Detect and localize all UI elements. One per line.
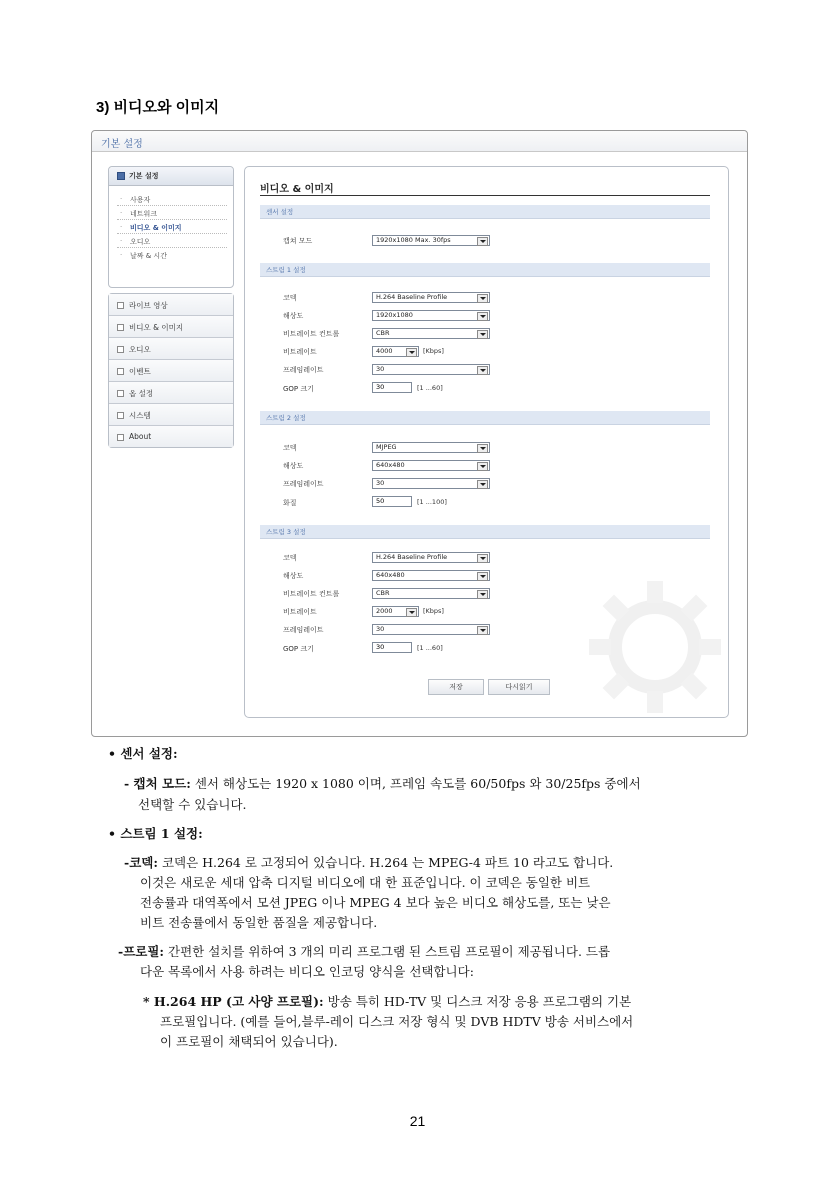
profile-line-1	[118, 942, 610, 960]
stream3-gop-range: [1 ...60]	[417, 644, 443, 652]
section-header-label: 스트림 3 설정	[266, 528, 306, 536]
basic-settings-header[interactable]	[109, 167, 233, 186]
menu-item-label: 옵 설정	[129, 389, 154, 398]
chevron-down-icon	[477, 330, 488, 339]
title-divider	[260, 195, 710, 196]
menu-item-label: About	[129, 432, 152, 441]
stream1-codec-label: 코덱	[283, 294, 297, 302]
stream3-rate-control-label: 비트레이트 컨트롤	[283, 590, 340, 598]
bullet-icon: ·	[120, 223, 123, 231]
dash: -	[124, 776, 134, 791]
chevron-down-icon	[406, 348, 417, 357]
stream1-resolution-select[interactable]	[372, 310, 490, 321]
section-header-label: 스트림 1 설정	[266, 266, 306, 274]
sidebar-item-label: 사용자	[130, 196, 151, 204]
collapse-icon	[117, 172, 125, 180]
stream3-rate-control-select[interactable]	[372, 588, 490, 599]
bullet-label: 스트림 1 설정:	[120, 826, 203, 841]
select-value: MJPEG	[376, 443, 397, 451]
codec-line-3: 전송률과 대역폭에서 모션 JPEG 이나 MPEG 4 보다 높은 비디오 해상도를, 또는 낮은	[140, 895, 611, 910]
stream2-quality-input[interactable]	[372, 496, 412, 507]
stream3-bitrate-unit: [Kbps]	[423, 607, 444, 615]
text: 코덱은 H.264 로 고정되어 있습니다. H.264 는 MPEG-4 파트 10 라고도 합니다.	[161, 855, 614, 870]
chevron-down-icon	[477, 444, 488, 453]
bullet-sensor-settings	[108, 744, 178, 762]
bullet-icon: ·	[120, 209, 123, 217]
stream2-quality-label: 화질	[283, 499, 297, 507]
expand-icon	[117, 412, 124, 419]
chevron-down-icon	[477, 480, 488, 489]
sidebar-item-date-time[interactable]	[117, 249, 227, 261]
capture-mode-line-2: 선택할 수 있습니다.	[138, 797, 247, 812]
stream3-resolution-select[interactable]	[372, 570, 490, 581]
bullet-icon: ·	[120, 237, 123, 245]
hp-line-3: 이 프로필이 채택되어 있습니다).	[160, 1034, 338, 1049]
codec-line-4: 비트 전송률에서 동일한 품질을 제공합니다.	[140, 915, 378, 930]
menu-item-audio[interactable]	[109, 338, 233, 360]
select-value: 30	[376, 625, 385, 633]
chevron-down-icon	[477, 366, 488, 375]
chevron-down-icon	[477, 626, 488, 635]
chevron-down-icon	[477, 572, 488, 581]
section-header-label: 스트림 2 설정	[266, 414, 306, 422]
menu-item-about[interactable]	[109, 426, 233, 447]
stream3-bitrate-select[interactable]	[372, 606, 419, 617]
text: 간편한 설치를 위하여 3 개의 미리 프로그램 된 스트림 프로필이 제공됩니다. 드롭	[168, 944, 611, 959]
menu-item-label: 시스템	[129, 411, 151, 420]
select-value: 2000	[376, 607, 393, 615]
select-value: 4000	[376, 347, 393, 355]
stream1-codec-select[interactable]	[372, 292, 490, 303]
stream2-framerate-label: 프레임레이트	[283, 480, 324, 488]
input-value: 30	[376, 383, 385, 391]
stream3-gop-label: GOP 크기	[283, 645, 314, 653]
stream1-rate-control-select[interactable]	[372, 328, 490, 339]
chevron-down-icon	[477, 462, 488, 471]
expand-icon	[117, 302, 124, 309]
page-number: 21	[409, 1113, 426, 1129]
menu-item-label: 이벤트	[129, 367, 151, 376]
menu-item-live-view[interactable]	[109, 294, 233, 316]
input-value: 50	[376, 497, 385, 505]
select-value: 30	[376, 365, 385, 373]
select-value: 640x480	[376, 571, 405, 579]
stream3-resolution-label: 해상도	[283, 572, 304, 580]
reload-button[interactable]: 다시읽기	[488, 679, 550, 695]
main-menu	[108, 293, 234, 448]
stream1-bitrate-unit: [Kbps]	[423, 347, 444, 355]
term: 캡처 모드:	[133, 776, 191, 791]
menu-item-event[interactable]	[109, 360, 233, 382]
stream3-settings-header	[260, 525, 710, 539]
menu-item-label: 오디오	[129, 345, 151, 354]
sidebar-item-label: 네트워크	[130, 210, 158, 218]
hp-line-1	[143, 992, 631, 1010]
section-header-label: 센서 설정	[266, 208, 294, 216]
sidebar-item-label: 날짜 & 시간	[130, 252, 167, 260]
stream1-bitrate-select[interactable]	[372, 346, 419, 357]
select-value: 640x480	[376, 461, 405, 469]
stream1-rate-control-label: 비트레이트 컨트롤	[283, 330, 340, 338]
chevron-down-icon	[406, 608, 417, 617]
chevron-down-icon	[477, 237, 488, 246]
select-value: H.264 Baseline Profile	[376, 293, 448, 301]
profile-line-2: 다운 목록에서 사용 하려는 비디오 인코딩 양식을 선택합니다:	[140, 964, 474, 979]
stream3-codec-select[interactable]	[372, 552, 490, 563]
capture-mode-select[interactable]	[372, 235, 490, 246]
term: -코덱:	[124, 855, 158, 870]
sensor-settings-header	[260, 205, 710, 219]
stream3-framerate-select[interactable]	[372, 624, 490, 635]
stream2-codec-select[interactable]	[372, 442, 490, 453]
term: -프로필:	[118, 944, 165, 959]
select-value: H.264 Baseline Profile	[376, 553, 448, 561]
basic-settings-title: 기본 설정	[129, 172, 159, 180]
window-title: 기본 설정	[101, 139, 143, 150]
text: 방송 특히 HD-TV 및 디스크 저장 응용 프로그램의 기본	[327, 994, 632, 1009]
sidebar-item-audio[interactable]	[117, 235, 227, 248]
hp-line-2: 프로필입니다. (예를 들어,블루-레이 디스크 저장 형식 및 DVB HDTV 방송 서비스에서	[160, 1014, 634, 1029]
capture-mode-line-1	[124, 774, 641, 792]
stream3-framerate-label: 프레임레이트	[283, 626, 324, 634]
panel-title: 비디오 & 이미지	[260, 184, 334, 195]
expand-icon	[117, 368, 124, 375]
stream1-bitrate-label: 비트레이트	[283, 348, 317, 356]
sidebar-item-label: 비디오 & 이미지	[130, 224, 182, 232]
menu-item-options[interactable]	[109, 382, 233, 404]
bullet-stream1-settings	[108, 824, 203, 842]
stream1-gop-label: GOP 크기	[283, 385, 314, 393]
menu-item-video-image[interactable]	[109, 316, 233, 338]
menu-item-system[interactable]	[109, 404, 233, 426]
stream3-bitrate-label: 비트레이트	[283, 608, 317, 616]
stream2-resolution-select[interactable]	[372, 460, 490, 471]
gear-watermark-icon	[585, 577, 725, 717]
basic-settings-nav	[108, 166, 234, 288]
select-value: 1920x1080	[376, 311, 413, 319]
input-value: 30	[376, 643, 385, 651]
bullet-icon: ·	[120, 251, 123, 259]
chevron-down-icon	[477, 312, 488, 321]
section-title: 비디오와 이미지	[113, 99, 220, 116]
sidebar-item-user[interactable]	[117, 193, 227, 206]
select-value: CBR	[376, 589, 390, 597]
expand-icon	[117, 346, 124, 353]
term: * H.264 HP (고 사양 프로필):	[143, 994, 324, 1009]
bullet-label: 센서 설정:	[120, 746, 178, 761]
section-number: 3)	[96, 99, 110, 116]
text: 센서 해상도는 1920 x 1080 이며, 프레임 속도를 60/50fps 와 30/25fps 중에서	[194, 776, 641, 791]
bullet-icon: ·	[120, 195, 123, 203]
settings-window	[91, 130, 748, 737]
stream1-gop-range: [1 ...60]	[417, 384, 443, 392]
codec-line-2: 이것은 새로운 세대 압축 디지털 비디오에 대 한 표준입니다. 이 코덱은 동일한 비트	[140, 875, 591, 890]
stream2-framerate-select[interactable]	[372, 478, 490, 489]
window-title-bar	[92, 131, 747, 152]
stream1-gop-input[interactable]	[372, 382, 412, 393]
stream2-resolution-label: 해상도	[283, 462, 304, 470]
stream3-codec-label: 코덱	[283, 554, 297, 562]
select-value: 30	[376, 479, 385, 487]
video-image-panel	[244, 166, 729, 718]
section-heading	[96, 96, 219, 117]
stream1-framerate-label: 프레임레이트	[283, 366, 324, 374]
chevron-down-icon	[477, 554, 488, 563]
select-value: 1920x1080 Max. 30fps	[376, 236, 451, 244]
stream1-framerate-select[interactable]	[372, 364, 490, 375]
expand-icon	[117, 324, 124, 331]
bullet-icon: •	[108, 826, 121, 841]
stream2-quality-range: [1 ...100]	[417, 498, 447, 506]
codec-line-1	[124, 853, 613, 871]
sidebar-item-label: 오디오	[130, 238, 151, 246]
save-button[interactable]: 저장	[428, 679, 484, 695]
menu-item-label: 라이브 영상	[129, 301, 168, 310]
select-value: CBR	[376, 329, 390, 337]
chevron-down-icon	[477, 294, 488, 303]
bullet-icon: •	[108, 746, 121, 761]
menu-item-label: 비디오 & 이미지	[129, 323, 184, 332]
stream1-settings-header	[260, 263, 710, 277]
expand-icon	[117, 390, 124, 397]
chevron-down-icon	[477, 590, 488, 599]
sidebar-item-video-image[interactable]	[117, 221, 227, 234]
sidebar-item-network[interactable]	[117, 207, 227, 220]
stream3-gop-input[interactable]	[372, 642, 412, 653]
capture-mode-label: 캡쳐 모드	[283, 237, 313, 245]
stream2-codec-label: 코덱	[283, 444, 297, 452]
stream1-resolution-label: 해상도	[283, 312, 304, 320]
stream2-settings-header	[260, 411, 710, 425]
expand-icon	[117, 434, 124, 441]
